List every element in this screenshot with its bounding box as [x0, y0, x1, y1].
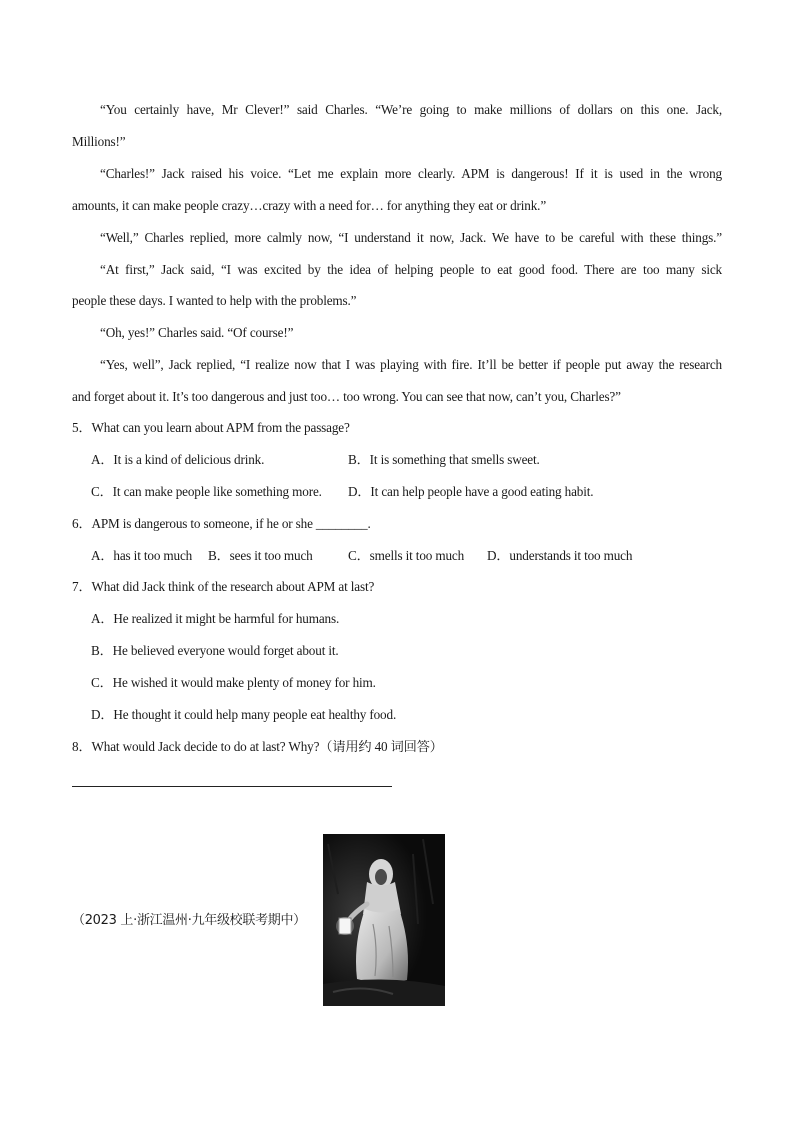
passage-line-1: “You certainly have, Mr Clever!” said Charles. “We’re going to make millions of dollars on this one. Jack,	[100, 102, 722, 117]
passage-line-2: Millions!”	[72, 134, 126, 149]
photo-illustration	[323, 834, 445, 1006]
passage-line-10: and forget about it. It’s too dangerous and just too… too wrong. You can see that now, can’t you, Charles?”	[72, 389, 621, 404]
question-5-option-a[interactable]: A．It is a kind of delicious drink.	[91, 452, 265, 467]
passage-line-9: “Yes, well”, Jack replied, “I realize now that I was playing with fire. It’ll be better if people put away the research	[100, 357, 722, 372]
answer-line[interactable]	[72, 786, 392, 787]
passage-line-3: “Charles!” Jack raised his voice. “Let me explain more clearly. APM is dangerous! If it is used in the wrong	[100, 166, 722, 181]
question-7-stem: 7．What did Jack think of the research about APM at last?	[72, 579, 375, 594]
question-5-option-b[interactable]: B．It is something that smells sweet.	[348, 452, 540, 467]
question-5-stem: 5．What can you learn about APM from the passage?	[72, 420, 350, 435]
question-5-option-c[interactable]: C．It can make people like something more.	[91, 484, 322, 499]
source-caption: （2023 上·浙江温州·九年级校联考期中）	[72, 913, 306, 928]
question-7-option-c[interactable]: C．He wished it would make plenty of money for him.	[91, 675, 376, 690]
passage-line-6: “At first,” Jack said, “I was excited by the idea of helping people to eat good food. There are too many sick	[100, 262, 722, 277]
question-6-option-a[interactable]: A．has it too much	[91, 548, 193, 563]
question-7-option-d[interactable]: D．He thought it could help many people eat healthy food.	[91, 707, 397, 722]
question-6-stem: 6．APM is dangerous to someone, if he or she ________.	[72, 516, 371, 531]
question-7-option-a[interactable]: A．He realized it might be harmful for humans.	[91, 611, 340, 626]
woman-with-lantern-photo	[323, 834, 445, 1006]
question-6-option-d[interactable]: D．understands it too much	[487, 548, 633, 563]
passage-line-7: people these days. I wanted to help with the problems.”	[72, 293, 357, 308]
question-6-option-c[interactable]: C．smells it too much	[348, 548, 465, 563]
passage-line-5: “Well,” Charles replied, more calmly now, “I understand it now, Jack. We have to be careful with these things.”	[100, 230, 722, 245]
question-8-stem: 8．What would Jack decide to do at last? Why?（请用约 40 词回答）	[72, 739, 443, 754]
question-7-option-b[interactable]: B．He believed everyone would forget about it.	[91, 643, 339, 658]
question-5-option-d[interactable]: D．It can help people have a good eating habit.	[348, 484, 594, 499]
question-6-option-b[interactable]: B．sees it too much	[208, 548, 313, 563]
passage-line-4: amounts, it can make people crazy…crazy with a need for… for anything they eat or drink.”	[72, 198, 547, 213]
passage-line-8: “Oh, yes!” Charles said. “Of course!”	[100, 325, 294, 340]
